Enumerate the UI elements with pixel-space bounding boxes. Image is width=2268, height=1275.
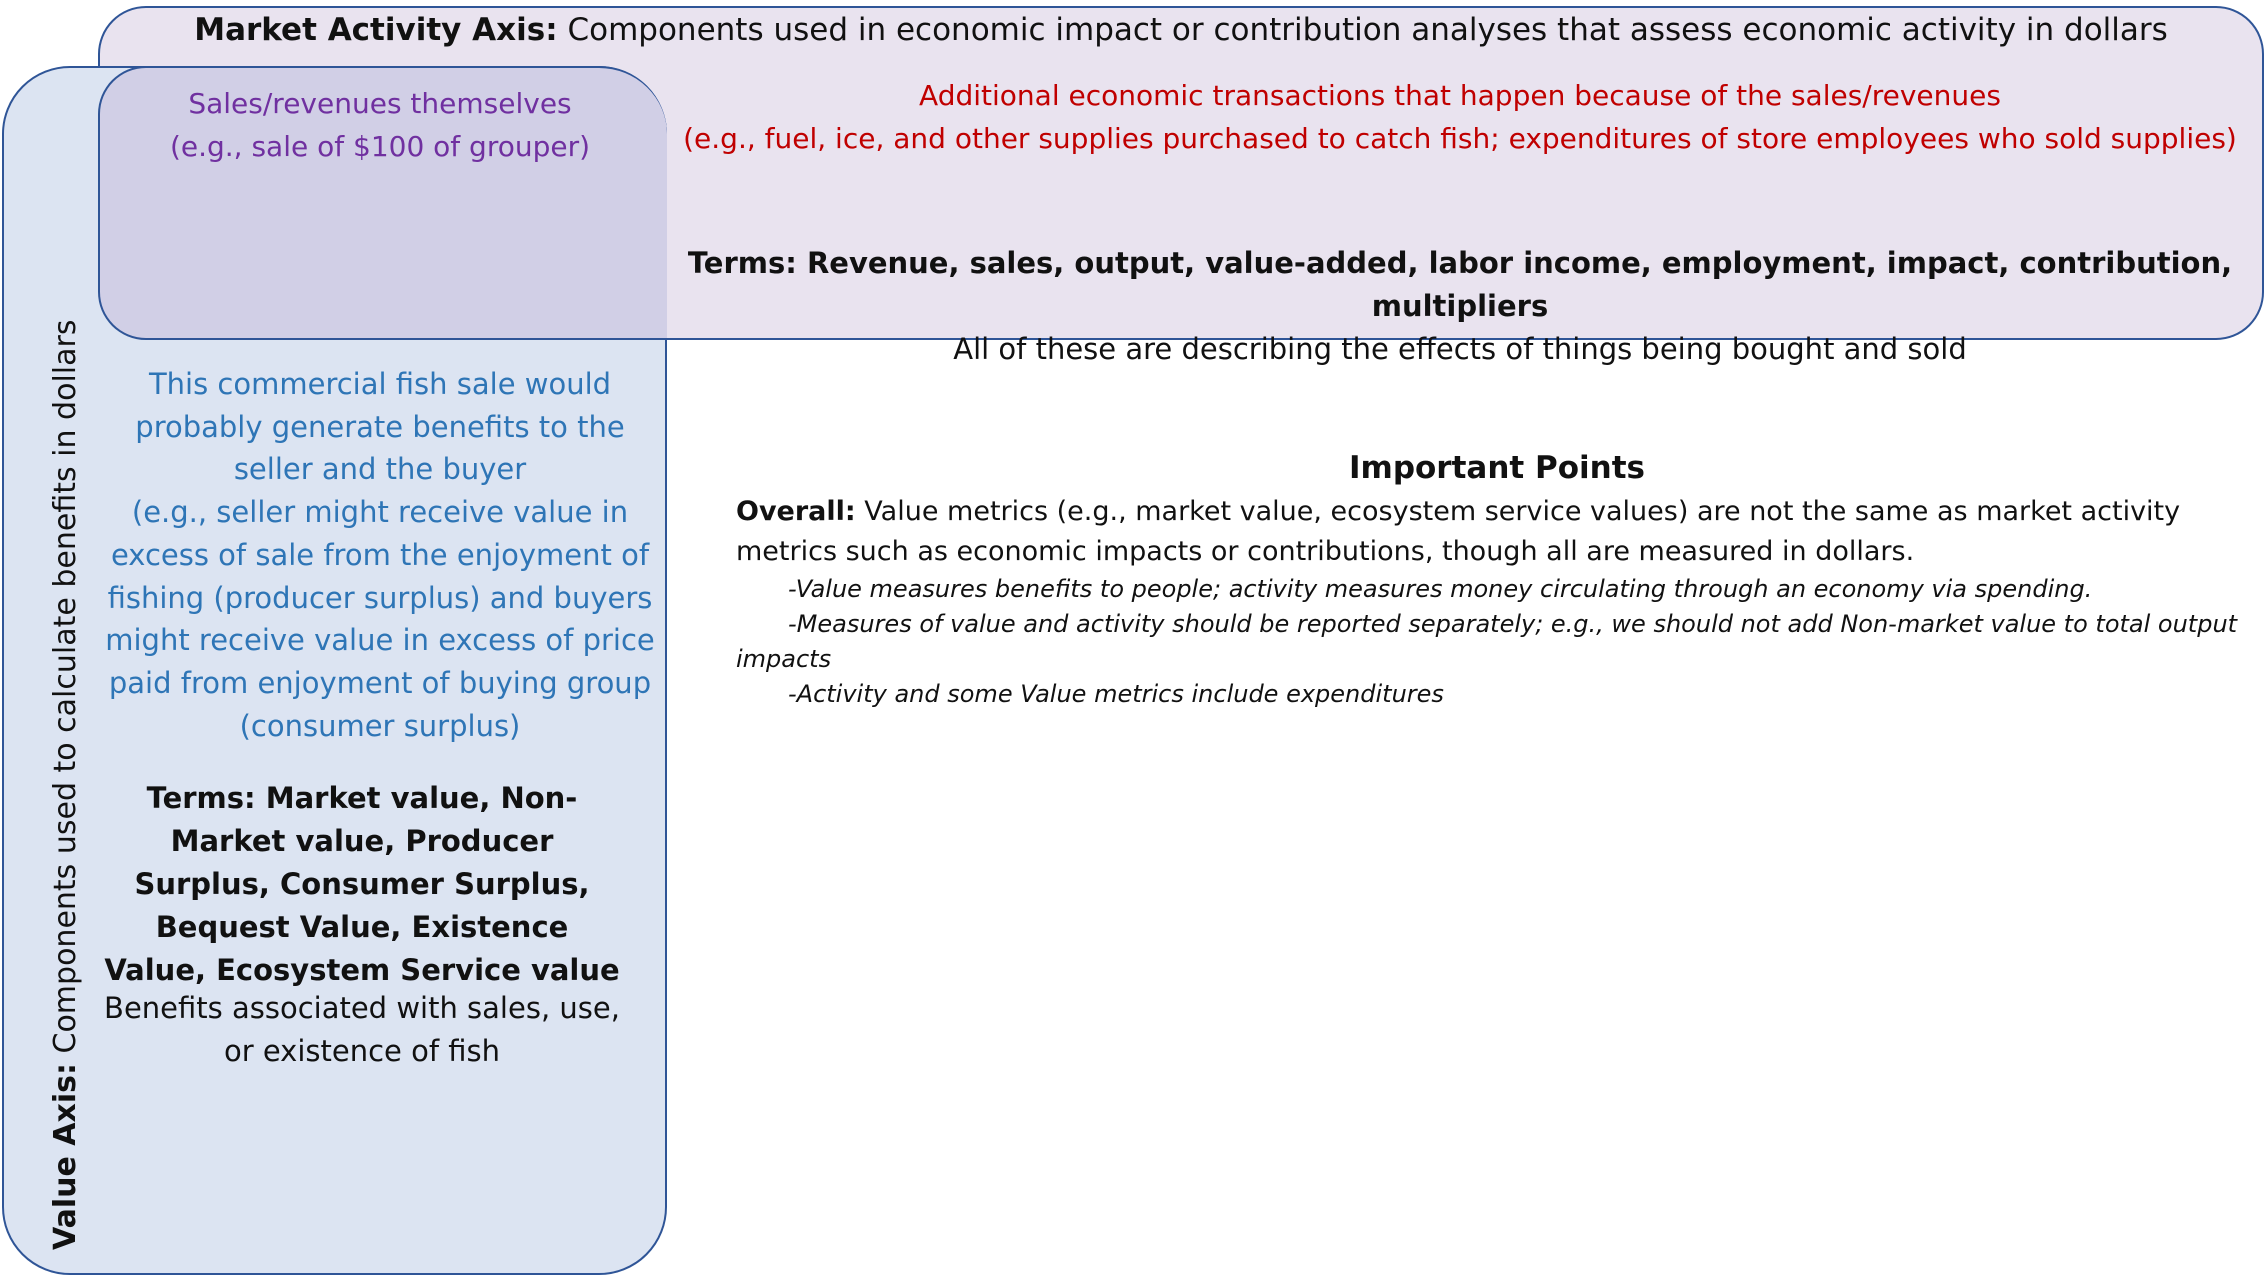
value-axis-label: Value Axis: Components used to calculate benefits in dollars	[48, 319, 83, 1250]
market-terms: Terms: Revenue, sales, output, value-added, labor income, employment, impact, contribution, multipliers All of these are describing the effects of things being bought and sold	[670, 242, 2250, 371]
point-item: -Activity and some Value metrics include expenditures	[788, 680, 1444, 708]
market-terms-note: All of these are describing the effects of things being bought and sold	[953, 332, 1967, 366]
value-terms: Terms: Market value, Non-Market value, Producer Surplus, Consumer Surplus, Bequest Value, Existence Value, Ecosystem Service value	[104, 781, 620, 987]
market-activity-axis-title: Market Activity Axis: Components used in economic impact or contribution analyses that assess economic activity in dollars	[194, 12, 2168, 48]
important-points-title: Important Points	[1348, 450, 1645, 486]
point-item: -Value measures benefits to people; activity measures money circulating through an economy via spending.	[788, 575, 2093, 603]
overall-point: Overall: Value metrics (e.g., market value, ecosystem service values) are not the same as market activity metrics such as economic impacts or contributions, though all are measured in dollars.	[736, 496, 2181, 567]
additional-transactions-text: Additional economic transactions that happen because of the sales/revenues (e.g., fuel, ice, and other supplies purchased to catch fish; expenditures of store employees who sold supplies)	[683, 79, 2237, 155]
sales-revenues-text: Sales/revenues themselves (e.g., sale of $100 of grouper)	[169, 87, 591, 163]
point-item: -Measures of value and activity should be reported separately; e.g., we should not add Non-market value to total output impacts	[736, 610, 2238, 673]
value-benefit-text: This commercial fish sale would probably generate benefits to the seller and the buyer (e.g., seller might receive value in excess of sale from the enjoyment of fishing (producer surplus) and buyers might receive value in excess of price paid from enjoyment of buying group (consumer surplus)	[105, 367, 655, 743]
important-points-section	[736, 448, 2258, 712]
value-benefits-note: Benefits associated with sales, use, or existence of fish	[104, 991, 620, 1068]
